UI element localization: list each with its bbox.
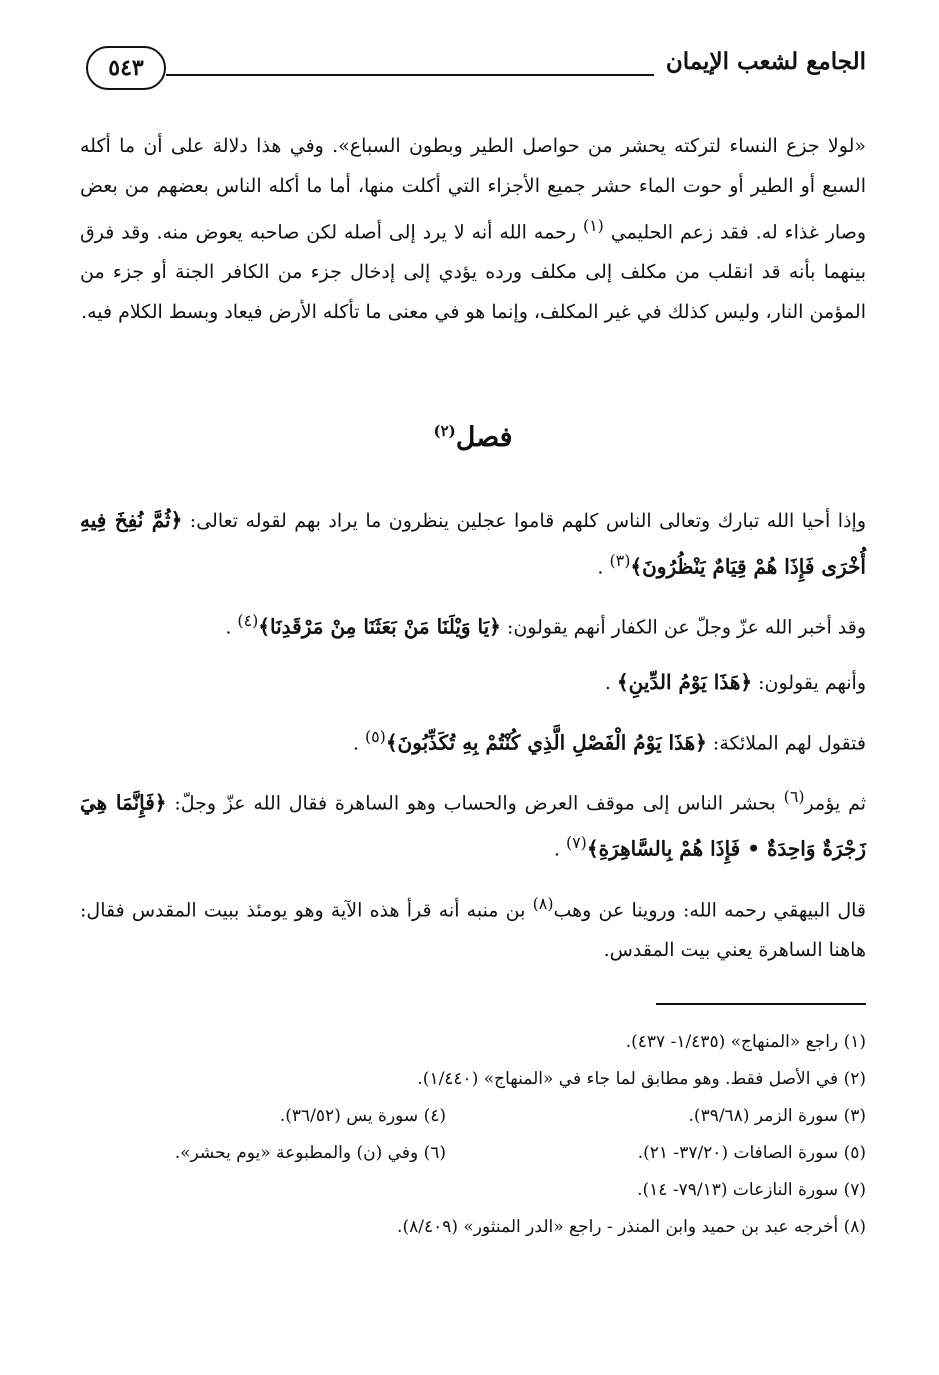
footnote-row <box>70 1098 866 1135</box>
verse-intro: فتقول لهم الملائكة: <box>712 731 866 754</box>
footnote-divider <box>656 1003 866 1005</box>
footnote-row <box>70 1135 866 1172</box>
footnote-row <box>70 1061 866 1098</box>
paragraph <box>80 126 866 332</box>
footnote: (٨) أخرجه عبد بن حميد وابن المنذر - راجع «الدر المنثور» (٨/٤٠٩). <box>397 1217 866 1237</box>
footnote-mark: (١) <box>582 216 604 235</box>
footnote-mark: (٣) <box>609 551 631 570</box>
verse-intro: ثم يؤمر <box>804 792 867 815</box>
page-number: ٥٤٣ <box>108 55 144 81</box>
verse-paragraph: وأنهم يقولون: ﴿هَذَا يَوْمُ الدِّينِ﴾ . <box>604 669 866 694</box>
footnote: (٥) سورة الصافات (٣٧/٢٠- ٢١). <box>637 1143 866 1163</box>
footnote: (٤) سورة يس (٣٦/٥٢). <box>279 1106 446 1126</box>
page-number-badge <box>86 46 166 90</box>
quran-quote: ﴿ثُمَّ نُفِخَ فِيهِ أُخْرَى فَإِذَا هُمْ قِيَامٌ يَنْظُرُونَ﴾ <box>80 508 866 579</box>
footnote-row <box>70 1024 866 1061</box>
footnote-mark: (٤) <box>237 611 259 631</box>
paragraph-text: «لولا جزع النساء لتركته يحشر من حواصل الطير وبطون السباع». وفي هذا دلالة على أن ما أكله السبع أو الطير أو حوت الماء حشر جميع الأجزاء التي أكلت منها، أما ما أكله الناس بعضهم من بعض وصار غذاء له. فقد زعم الحليمي <box>80 135 867 244</box>
footnote-mark: (٧) <box>565 833 587 853</box>
quran-quote: ﴿هَذَا يَوْمُ الدِّينِ﴾ <box>616 669 753 694</box>
verse-intro: وأنهم يقولون: <box>758 671 866 694</box>
paragraph-text: بن منبه أنه قرأ هذه الآية وهو يومئذ ببيت المقدس فقال: هاهنا الساهرة يعني بيت المقدس. <box>80 898 866 961</box>
quran-quote: ﴿هَذَا يَوْمُ الْفَصْلِ الَّذِي كُنْتُمْ بِهِ تُكَذِّبُونَ﴾ <box>385 729 707 754</box>
footnote: (٢) في الأصل فقط. وهو مطابق لما جاء في «المنهاج» (١/٤٤٠). <box>417 1069 866 1089</box>
footnote: (١) راجع «المنهاج» (١/٤٣٥- ٤٣٧). <box>625 1032 866 1052</box>
verse-paragraph <box>80 884 866 970</box>
footnote-row <box>70 1172 866 1209</box>
page-header <box>80 40 866 102</box>
verse-intro: وقد أخبر الله عزّ وجلّ عن الكفار أنهم يقولون: <box>506 616 866 639</box>
verse-paragraph: وقد أخبر الله عزّ وجلّ عن الكفار أنهم يقولون: ﴿يَا وَيْلَنَا مَنْ بَعَثَنَا مِنْ مَرْقَدِنَا﴾$^{(٤)}$ . <box>225 611 866 639</box>
footnote-row <box>70 1209 866 1246</box>
main-text <box>80 126 866 332</box>
footnote-mark: (٥) <box>364 726 386 746</box>
footnote-mark: (٨) <box>532 893 554 913</box>
footnote: (٦) وفي (ن) والمطبوعة «يوم يحشر». <box>174 1143 446 1163</box>
paragraph-text: رحمه الله أنه لا يرد إلى أصله لكن صاحبه يعوض منه. وقد فرق بينهما بأنه قد انقلب من مكلف إلى مكلف ورده يؤدي إلى إدخال جزء من الكافر الجنة أو جزء من المؤمن النار، وليس كذلك في غير المكلف، وإنما هو في معنى ما تأكله الأرض فيعاد وبسط الكلام فيه. <box>80 221 866 324</box>
footnote-mark: (٢) <box>433 422 456 440</box>
verses-section <box>80 500 866 970</box>
paragraph-text: قال البيهقي رحمه الله: وروينا عن وهب <box>553 898 867 921</box>
book-title: الجامع لشعب الإيمان <box>665 48 866 75</box>
header-rule <box>166 74 654 76</box>
verse-paragraph: وإذا أحيا الله تبارك وتعالى الناس كلهم قاموا عجلين ينظرون ما يراد بهم لقوله تعالى: ﴿ثُمَّ نُفِخَ فِيهِ أُخْرَى فَإِذَا هُمْ قِيَامٌ يَنْظُرُونَ﴾$^{(٣)}$ . <box>80 508 867 579</box>
footnote: (٧) سورة النازعات (٧٩/١٣- ١٤). <box>637 1180 866 1200</box>
footnotes <box>70 1024 866 1246</box>
verse-paragraph: ثم يؤمر$^{(٦)}$ بحشر الناس إلى موقف العرض والحساب وهو الساهرة فقال الله عزّ وجلّ: ﴿فَإِنَّمَا هِيَ زَجْرَةٌ وَاحِدَةٌ • فَإِذَا هُمْ بِالسَّاهِرَةِ﴾$^{(٧)}$ . <box>80 786 867 861</box>
section-heading-text: فصل <box>455 422 513 453</box>
verse-intro: بحشر الناس إلى موقف العرض والحساب وهو الساهرة فقال الله عزّ وجلّ: <box>174 792 776 815</box>
verse-paragraph: فتقول لهم الملائكة: ﴿هَذَا يَوْمُ الْفَصْلِ الَّذِي كُنْتُمْ بِهِ تُكَذِّبُونَ﴾$^{(٥)}$ . <box>352 726 866 754</box>
section-heading <box>80 422 866 453</box>
verse-intro: وإذا أحيا الله تبارك وتعالى الناس كلهم قاموا عجلين ينظرون ما يراد بهم لقوله تعالى: <box>189 510 867 532</box>
footnote-mark: (٦) <box>783 786 805 806</box>
quran-quote: ﴿يَا وَيْلَنَا مَنْ بَعَثَنَا مِنْ مَرْقَدِنَا﴾ <box>258 614 501 639</box>
footnote: (٣) سورة الزمر (٣٩/٦٨). <box>688 1106 866 1126</box>
quran-quote: ﴿فَإِنَّمَا هِيَ زَجْرَةٌ وَاحِدَةٌ • فَإِذَا هُمْ بِالسَّاهِرَةِ﴾ <box>80 790 866 861</box>
